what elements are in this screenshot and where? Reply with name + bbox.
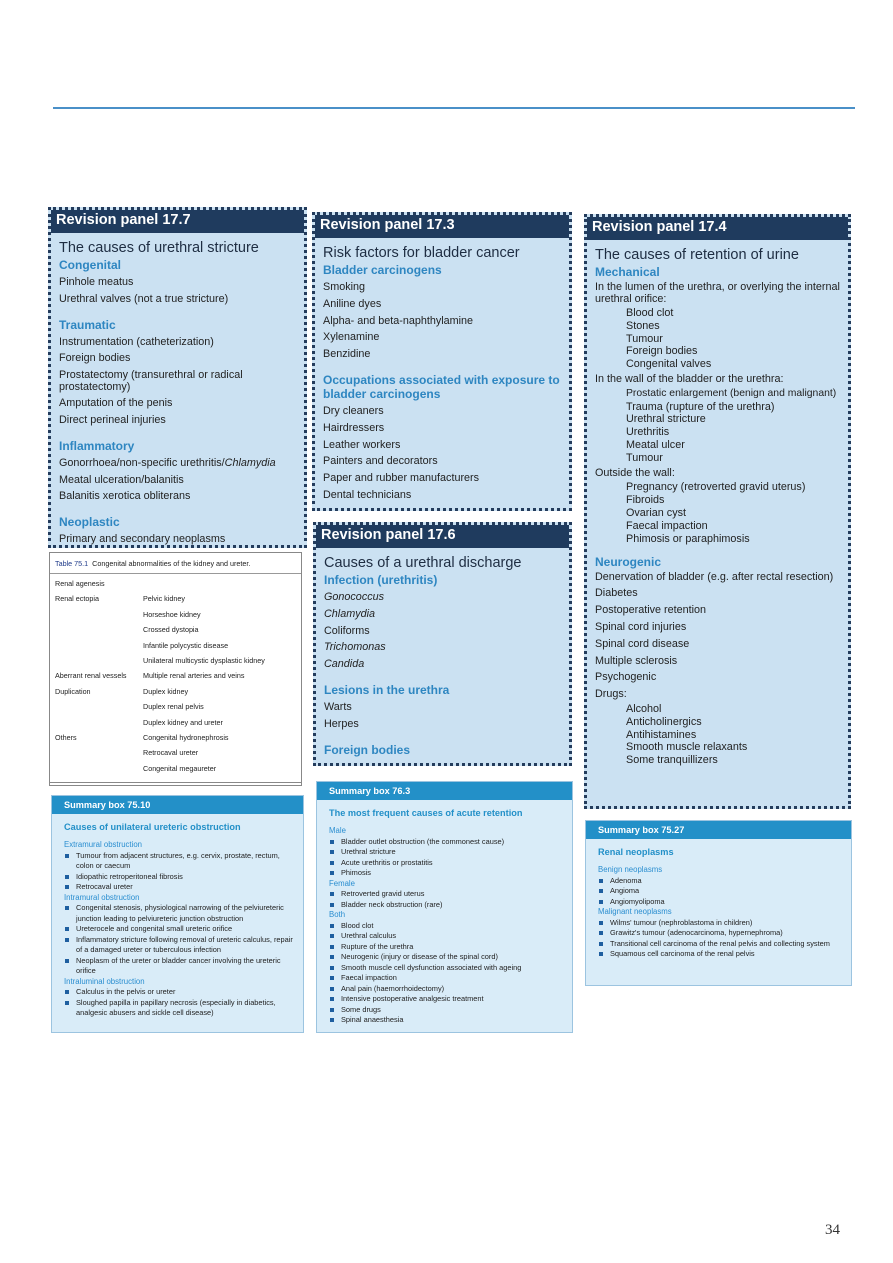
list-item: Urethral stricture [626,413,706,426]
table-caption-text: Congenital abnormalities of the kidney and ureter. [92,559,251,568]
section-heading: Foreign bodies [324,742,411,757]
list-item: Tumour [626,332,663,345]
summary-subheading: Benign neoplasms [598,865,663,874]
summary-box-76-3 [316,781,573,1033]
summary-list-item: Rupture of the urethra [329,942,562,953]
table-row [50,653,301,668]
list-item: Antihistamines [626,728,697,741]
summary-list-item: Transitional cell carcinoma of the renal pelvis and collecting system [598,939,841,950]
table-row [50,591,301,606]
summary-list-item: Angiomyolipoma [598,897,841,908]
table-row [50,715,301,730]
summary-box-75-27 [585,820,852,986]
list-item: Smooth muscle relaxants [626,741,748,754]
summary-subheading: Extramural obstruction [64,840,142,849]
table-cell [55,653,143,668]
summary-subheading: Malignant neoplasms [598,907,672,916]
summary-subheading: Both [329,910,346,919]
summary-list-item: Adenoma [598,876,841,887]
list-item: Blood clot [626,307,674,319]
table-cell [55,699,143,714]
table-cell [55,715,143,730]
list-item: Pinhole meatus [59,276,134,288]
summary-list-item: Retroverted gravid uterus [329,889,562,900]
table-cell [55,638,143,653]
table-cell: Duplex renal pelvis [143,702,204,712]
list-item: Phimosis or paraphimosis [626,532,750,545]
section-heading: Mechanical [595,265,660,279]
list-item: Congenital valves [626,358,712,371]
summary-title: Causes of unilateral ureteric obstruction [64,822,241,832]
table-cell [55,607,143,622]
summary-list-item: Grawitz's tumour (adenocarcinoma, hypernephroma) [598,928,841,939]
panel-header: Revision panel 17.6 [313,522,572,548]
list-item: Primary and secondary neoplasms [59,533,226,546]
list-item: Diabetes [595,587,638,600]
table-cell: Renal ectopia [55,594,99,604]
table-cell: Crossed dystopia [143,625,199,635]
list-item [59,455,296,472]
section-heading: Congenital [59,258,121,272]
list-item: Fibroids [626,494,665,507]
table-cell: Infantile polycystic disease [143,640,229,650]
summary-list-item: Angioma [598,886,841,897]
revision-panel-17-4 [584,214,851,809]
panel-title: Causes of a urethral discharge [324,555,522,571]
table-row [50,699,301,714]
table-row [50,638,301,653]
summary-list-item: Spinal anaesthesia [329,1015,562,1026]
list-item: Xylenamine [323,331,380,344]
summary-list-item: Urethral calculus [329,931,562,942]
page-number: 34 [825,1222,840,1238]
summary-list-item: Phimosis [329,868,562,879]
list-item: Spinal cord injuries [595,620,687,633]
list-item: Smoking [323,281,366,293]
list-item: Meatal ulceration/balanitis [59,473,184,486]
list-item: Candida [324,658,365,671]
table-cell [55,622,143,637]
summary-list-item: Urethral stricture [329,847,562,858]
section-heading: Occupations associated with exposure to bladder carcinogens [323,372,560,401]
table-row [50,668,301,683]
list-item: Coliforms [324,624,370,637]
list-item: Paper and rubber manufacturers [323,472,480,485]
table-row [50,607,301,622]
summary-title: The most frequent causes of acute retention [329,808,523,818]
list-item: Gonococcus [324,591,385,603]
list-item: Alpha- and beta-naphthylamine [323,314,474,327]
list-item: Dry cleaners [323,404,384,417]
section-heading: Infection (urethritis) [324,573,438,587]
table-row [50,684,301,699]
section-heading: Neurogenic [595,555,662,570]
list-intro: In the wall of the bladder or the urethra: [595,372,784,385]
table-cell: Unilateral multicystic dysplastic kidney [143,655,265,665]
list-item: Stones [626,319,660,332]
list-item: Spinal cord disease [595,637,690,650]
summary-list-item: Smooth muscle cell dysfunction associated with ageing [329,963,562,974]
panel-header: Revision panel 17.3 [312,212,572,238]
table-row [50,730,301,745]
summary-list-item: Congenital stenosis, physiological narrowing of the pelviureteric junction leading to pelviureteric junction obstruction [64,903,293,924]
table-caption [50,553,301,574]
table-cell: Renal agenesis [55,579,105,588]
summary-list-item: Faecal impaction [329,973,562,984]
list-item: Hairdressers [323,421,385,434]
list-item: Dental technicians [323,488,412,501]
list-intro: In the lumen of the urethra, or overlying the internal urethral orifice: [595,281,840,305]
list-item: Multiple sclerosis [595,654,678,667]
list-item: Herpes [324,717,359,730]
table-cell [55,745,143,760]
summary-header: Summary box 75.27 [586,821,851,839]
list-item: Alcohol [626,702,662,715]
list-item: Benzidine [323,348,371,361]
table-row [50,576,301,591]
list-item: Trichomonas [324,641,386,654]
panel-title: The causes of retention of urine [595,247,799,263]
list-item: Ovarian cyst [626,506,686,519]
list-item: Trauma (rupture of the urethra) [626,400,775,413]
list-item: Painters and decorators [323,455,438,468]
list-item: Foreign bodies [626,345,698,358]
list-item: Urethral valves (not a true stricture) [59,292,229,305]
table-cell: Aberrant renal vessels [55,671,127,681]
summary-list-item: Sloughed papilla in papillary necrosis (especially in diabetics, analgesic abusers and sickle cell disease) [64,998,293,1019]
summary-list-item: Neurogenic (injury or disease of the spinal cord) [329,952,562,963]
summary-list-item: Intensive postoperative analgesic treatment [329,994,562,1005]
summary-list-item: Idiopathic retroperitoneal fibrosis [64,872,293,883]
summary-header: Summary box 75.10 [52,796,303,814]
summary-list-item: Acute urethritis or prostatitis [329,858,562,869]
table-cell: Duplication [55,686,91,696]
summary-list-item: Some drugs [329,1005,562,1016]
table-cell: Congenital hydronephrosis [143,732,229,742]
list-item: Psychogenic [595,671,657,684]
summary-subheading: Female [329,878,355,888]
summary-box-75-10 [51,795,304,1033]
list-item: Faecal impaction [626,519,708,532]
list-item: Denervation of bladder (e.g. after rectal resection) [595,571,834,584]
section-heading: Lesions in the urethra [324,682,450,697]
table-cell: Duplex kidney and ureter [143,717,223,727]
list-item: Warts [324,700,352,713]
list-item: Foreign bodies [59,352,131,365]
list-item: Amputation of the penis [59,397,173,410]
table-row [50,622,301,637]
summary-list-item: Wilms' tumour (nephroblastoma in children) [598,918,841,929]
table-row [50,761,301,776]
list-item: Direct perineal injuries [59,413,166,426]
table-cell: Others [55,732,77,742]
summary-subheading: Intraluminal obstruction [64,976,145,986]
section-heading: Bladder carcinogens [323,263,442,277]
summary-list-item: Tumour from adjacent structures, e.g. cervix, prostate, rectum, colon or caecum [64,851,293,872]
summary-list-item: Ureterocele and congenital small ureteric orifice [64,924,293,935]
table-row [50,745,301,760]
list-item: Instrumentation (catheterization) [59,335,214,348]
table-cell: Duplex kidney [143,686,189,696]
list-item: Leather workers [323,438,401,451]
summary-list-item: Anal pain (haemorrhoidectomy) [329,984,562,995]
revision-panel-17-3 [312,212,572,511]
list-item-text: Gonorrhoea/non-specific urethritis/Chlamydia [59,456,276,469]
list-item: Tumour [626,451,663,464]
summary-list-item: Inflammatory stricture following removal of ureteric calculus, repair of a damaged ureter or tuberculous infection [64,935,293,956]
summary-title: Renal neoplasms [598,847,674,857]
italic-term: Chlamydia [224,456,276,469]
summary-list-item: Retrocaval ureter [64,882,293,893]
summary-list-item: Blood clot [329,921,562,932]
summary-list-item: Squamous cell carcinoma of the renal pelvis [598,949,841,960]
list-intro: Outside the wall: [595,466,675,479]
table-cell: Retrocaval ureter [143,748,199,758]
list-item: Meatal ulcer [626,438,685,451]
list-item: Balanitis xerotica obliterans [59,490,191,503]
table-rule [50,782,301,783]
panel-title: Risk factors for bladder cancer [323,245,520,261]
list-item: Pregnancy (retroverted gravid uterus) [626,481,806,494]
table-cell: Pelvic kidney [143,594,185,604]
table-cell [55,761,143,776]
panel-title: The causes of urethral stricture [59,240,259,256]
revision-panel-17-6 [313,522,572,766]
summary-list-item: Calculus in the pelvis or ureter [64,987,293,998]
summary-list-item: Neoplasm of the ureter or bladder cancer involving the ureteric orifice [64,956,293,977]
table-cell: Horseshoe kidney [143,609,201,619]
list-item: Chlamydia [324,607,376,620]
panel-header: Revision panel 17.4 [584,214,851,240]
list-item: Urethritis [626,426,670,439]
section-heading: Neoplastic [59,515,120,530]
table-cell: Congenital megaureter [143,763,217,773]
list-item: Anticholinergics [626,715,702,728]
header-rule [53,107,855,109]
summary-header: Summary box 76.3 [317,782,572,800]
summary-list-item: Bladder outlet obstruction (the commonest cause) [329,837,562,848]
section-heading: Inflammatory [59,438,135,453]
table-cell: Multiple renal arteries and veins [143,671,245,681]
section-heading: Traumatic [59,317,116,332]
table-label: Table 75.1 [55,559,89,568]
revision-panel-17-7 [48,207,307,548]
panel-header: Revision panel 17.7 [48,207,307,233]
summary-subheading: Intramural obstruction [64,892,140,902]
summary-subheading: Male [329,826,346,835]
list-intro: Drugs: [595,688,627,701]
list-item: Prostatic enlargement (benign and malignant) [626,387,837,399]
list-item: Some tranquillizers [626,754,718,767]
list-item: Aniline dyes [323,297,382,310]
list-item: Postoperative retention [595,604,707,617]
table-75-1 [49,552,302,786]
list-item: Prostatectomy (transurethral or radical prostatectomy) [59,369,243,394]
summary-list-item: Bladder neck obstruction (rare) [329,900,562,911]
